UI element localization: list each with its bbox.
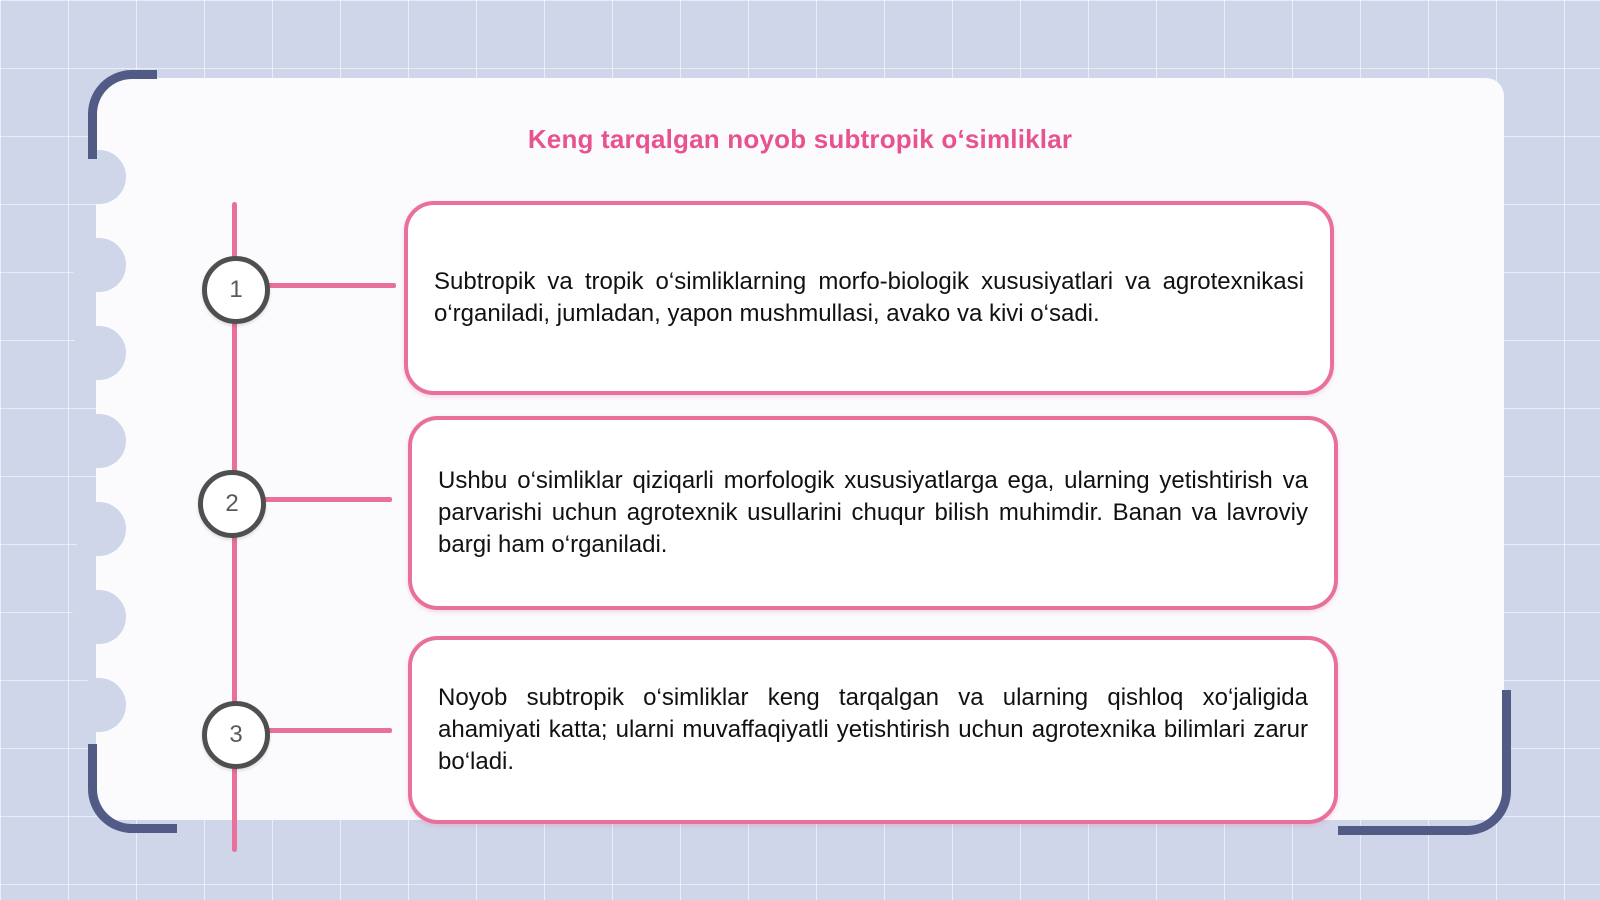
- card-scallop: [72, 502, 126, 556]
- step-number-3: 3: [202, 701, 270, 769]
- step-card-3: [408, 636, 1338, 824]
- card-scallop: [72, 326, 126, 380]
- step-number-1: 1: [202, 256, 270, 324]
- step-text-2: Ushbu o‘simliklar qiziqarli morfologik xususiyatlarga ega, ularning yetishtirish va parvarishi uchun agrotexnik usullarini chuqur bilish muhimdir. Banan va lavroviy bargi ham o‘rganiladi.: [438, 467, 1308, 558]
- timeline-connector-1: [262, 283, 396, 288]
- step-text-1: Subtropik va tropik o‘simliklarning morfo-biologik xususiyatlari va agrotexnikasi o‘rganiladi, jumladan, yapon mushmullasi, avako va kivi o‘sadi.: [434, 268, 1304, 327]
- step-card-1: [404, 201, 1334, 395]
- corner-bracket-bottom-left: [88, 744, 177, 833]
- card-scallop: [72, 590, 126, 644]
- step-card-2: [408, 416, 1338, 610]
- slide-title: Keng tarqalgan noyob subtropik o‘simliklar: [527, 124, 1073, 154]
- timeline-connector-3: [262, 728, 392, 733]
- card-scallop: [72, 678, 126, 732]
- corner-bracket-top-left: [88, 70, 157, 159]
- card-scallop: [72, 238, 126, 292]
- step-text-3: Noyob subtropik o‘simliklar keng tarqalgan va ularning qishloq xo‘jaligida ahamiyati katta; ularni muvaffaqiyatli yetishtirish uchun agrotexnika bilimlari zarur bo‘ladi.: [438, 684, 1308, 775]
- timeline-connector-2: [258, 497, 392, 502]
- corner-bracket-bottom-right: [1338, 690, 1511, 835]
- step-number-2: 2: [198, 470, 266, 538]
- card-scallop: [72, 414, 126, 468]
